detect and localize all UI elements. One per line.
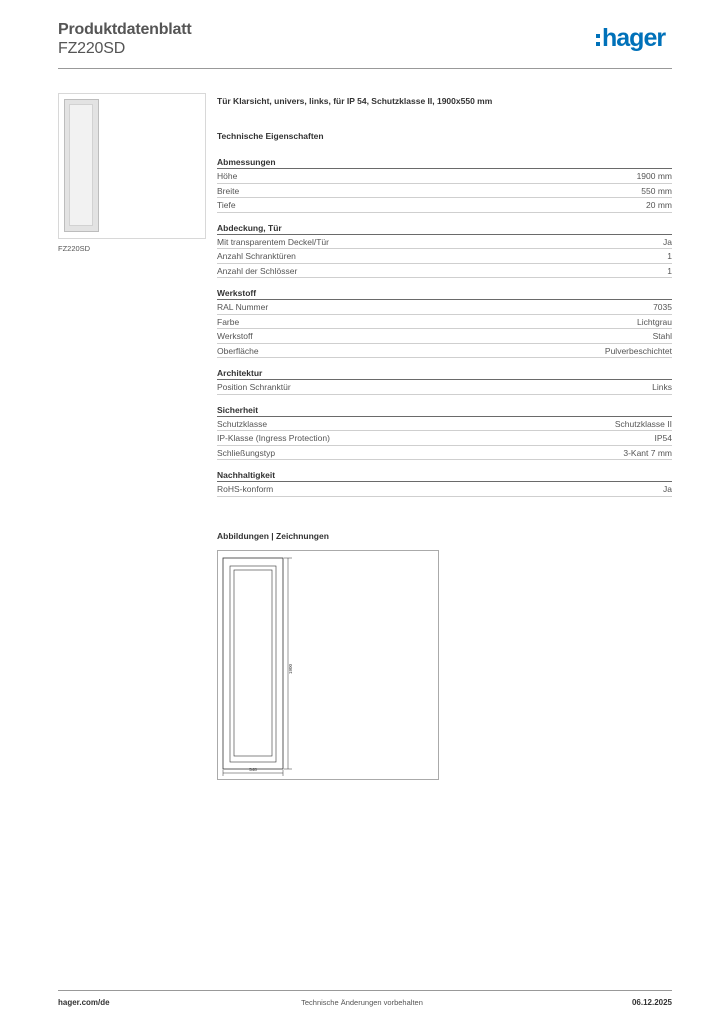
property-value: 1900 mm	[636, 171, 672, 181]
property-label: Tiefe	[217, 200, 236, 210]
property-group-title: Architektur	[217, 368, 263, 378]
product-image	[58, 93, 206, 239]
property-value: 1	[667, 265, 672, 276]
property-row	[217, 417, 672, 432]
door-inner-frame	[230, 566, 276, 762]
property-row	[217, 446, 672, 461]
property-label: RAL Nummer	[217, 302, 269, 312]
property-value: 20 mm	[646, 200, 672, 210]
property-value: 3-Kant 7 mm	[623, 447, 672, 458]
height-dimension-label: 1900	[288, 663, 293, 675]
door-outline	[223, 558, 283, 769]
property-group-title: Sicherheit	[217, 404, 259, 415]
property-group	[217, 287, 672, 358]
property-value: 550 mm	[641, 185, 672, 196]
technical-properties-title: Technische Eigenschaften	[217, 131, 324, 141]
property-label: Höhe	[217, 171, 238, 181]
property-row	[217, 380, 672, 395]
hager-logo	[596, 26, 676, 56]
page-title: Produktdatenblatt	[58, 21, 192, 38]
property-label: Anzahl der Schlösser	[217, 265, 298, 276]
property-label: Breite	[217, 185, 240, 196]
property-row	[217, 482, 672, 497]
property-row	[217, 264, 672, 279]
property-groups	[217, 156, 672, 506]
property-value: Ja	[663, 484, 672, 494]
product-headline: Tür Klarsicht, univers, links, für IP 54, Schutzklasse II, 1900x550 mm	[217, 96, 493, 106]
technical-drawing	[217, 550, 439, 780]
footer-divider	[58, 990, 672, 991]
property-label: Anzahl Schranktüren	[217, 251, 296, 261]
property-row	[217, 235, 672, 250]
property-label: Farbe	[217, 316, 240, 327]
property-value: Links	[652, 382, 672, 392]
door-glass-illustration	[69, 104, 93, 226]
product-image-caption: FZ220SD	[58, 244, 91, 253]
technical-drawing-svg	[218, 551, 440, 781]
property-group	[217, 222, 672, 279]
property-group-title: Werkstoff	[217, 288, 257, 298]
property-label: Oberfläche	[217, 345, 259, 356]
property-row	[217, 315, 672, 330]
property-group-title: Abdeckung, Tür	[217, 222, 282, 233]
property-group	[217, 156, 672, 213]
property-value: 1	[667, 251, 672, 261]
property-label: Schließungstyp	[217, 447, 276, 458]
property-value: Schutzklasse II	[614, 418, 672, 429]
product-number: FZ220SD	[58, 40, 126, 57]
property-value: Ja	[663, 236, 672, 247]
width-dimension-label: 548	[249, 767, 257, 772]
property-value: IP54	[654, 433, 672, 443]
property-value: Pulverbeschichtet	[604, 345, 672, 356]
property-label: Mit transparentem Deckel/Tür	[217, 236, 329, 247]
property-value: 7035	[653, 302, 672, 312]
property-group-title: Abmessungen	[217, 157, 276, 167]
property-row	[217, 431, 672, 446]
property-label: Position Schranktür	[217, 382, 291, 392]
property-group	[217, 469, 672, 497]
property-row	[217, 169, 672, 184]
property-row	[217, 249, 672, 264]
header-divider	[58, 68, 672, 69]
property-group	[217, 367, 672, 395]
property-label: IP-Klasse (Ingress Protection)	[217, 433, 330, 443]
footer-website[interactable]: hager.com/de	[58, 998, 110, 1007]
footer-date: 06.12.2025	[631, 998, 672, 1007]
property-group	[217, 404, 672, 461]
door-frame-illustration	[64, 99, 99, 232]
property-label: RoHS-konform	[217, 484, 274, 494]
property-row	[217, 198, 672, 213]
property-row	[217, 300, 672, 315]
property-row	[217, 344, 672, 359]
logo-wordmark: hager	[602, 24, 666, 52]
property-value: Lichtgrau	[637, 316, 672, 327]
property-row	[217, 329, 672, 344]
property-label: Schutzklasse	[217, 418, 268, 429]
property-value: Stahl	[652, 331, 672, 341]
footer-note: Technische Änderungen vorbehalten	[301, 998, 423, 1007]
property-row	[217, 184, 672, 199]
door-window	[234, 570, 272, 756]
drawings-title: Abbildungen | Zeichnungen	[217, 531, 329, 541]
property-label: Werkstoff	[217, 331, 253, 341]
property-group-title: Nachhaltigkeit	[217, 470, 276, 480]
logo-dots-icon	[596, 34, 601, 50]
